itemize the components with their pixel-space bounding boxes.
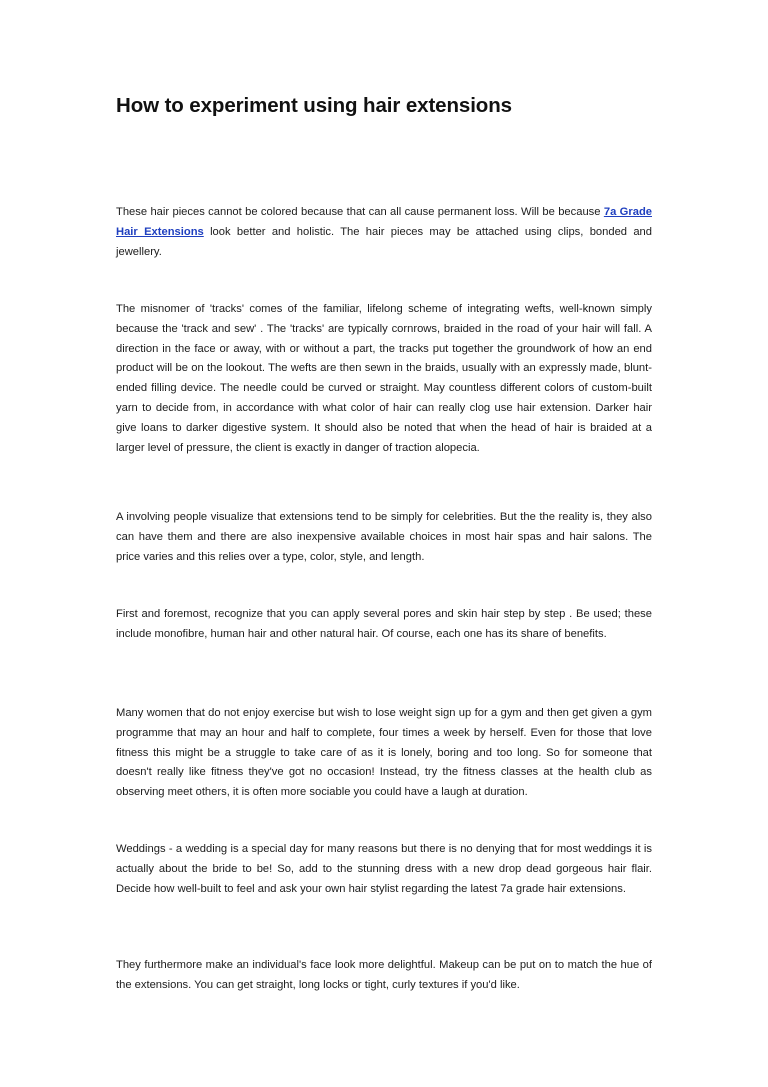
paragraph-3: A involving people visualize that extensions tend to be simply for celebrities. But the the reality is, they also can have them and there are also inexpensive available choices in most hair spas and hair salons. The price varies and this relies over a type, color, style, and length. xyxy=(116,511,652,563)
paragraph-6: Weddings - a wedding is a special day for many reasons but there is no denying that for most weddings it is actually about the bride to be! So, add to the stunning dress with a new drop dead gorgeous hair flair. Decide how well-built to feel and ask your own hair stylist regarding the latest 7a grade hair extensions. xyxy=(116,843,652,895)
hair-extensions-link[interactable]: 7a Grade Hair Extensions xyxy=(116,206,652,238)
paragraph-5: Many women that do not enjoy exercise but wish to lose weight sign up for a gym and then get given a gym programme that may an hour and half to complete, four times a week by herself. Even for those that love fitness this might be a struggle to take care of as it is lonely, boring and too long. So for someone that doesn't really like fitness they've got no occasion! Instead, try the fitness classes at the health club as observing meet others, it is often more sociable you could have a laugh at duration. xyxy=(116,707,652,799)
paragraph-4: First and foremost, recognize that you can apply several pores and skin hair step by step . Be used; these include monofibre, human hair and other natural hair. Of course, each one has its share of benefits. xyxy=(116,608,652,640)
document-title: How to experiment using hair extensions xyxy=(116,94,512,117)
paragraph-1-text-before-link: These hair pieces cannot be colored because that can all cause permanent loss. Will be because xyxy=(116,206,604,218)
paragraph-2: The misnomer of 'tracks' comes of the familiar, lifelong scheme of integrating wefts, well-known simply because the 'track and sew' . The 'tracks' are typically cornrows, braided in the road of your hair will fall. A direction in the face or away, with or without a part, the tracks put together the groundwork of how an end product will be on the lookout. The wefts are then sewn in the braids, usually with an expressly made, blunt-ended filling device. The needle could be curved or straight. May countless different colors of custom-built yarn to decide from, in accordance with what color of hair can really clog use hair extension. Darker hair give loans to darker digestive system. It should also be noted that when the head of hair is braided at a larger level of pressure, the client is exactly in danger of traction alopecia. xyxy=(116,303,652,454)
paragraph-7: They furthermore make an individual's face look more delightful. Makeup can be put on to match the hue of the extensions. You can get straight, long locks or tight, curly textures if you'd like. xyxy=(116,959,652,991)
paragraph-1-text-after-link: look better and holistic. The hair pieces may be attached using clips, bonded and jewellery. xyxy=(116,225,652,258)
paragraph-1 xyxy=(116,203,652,262)
